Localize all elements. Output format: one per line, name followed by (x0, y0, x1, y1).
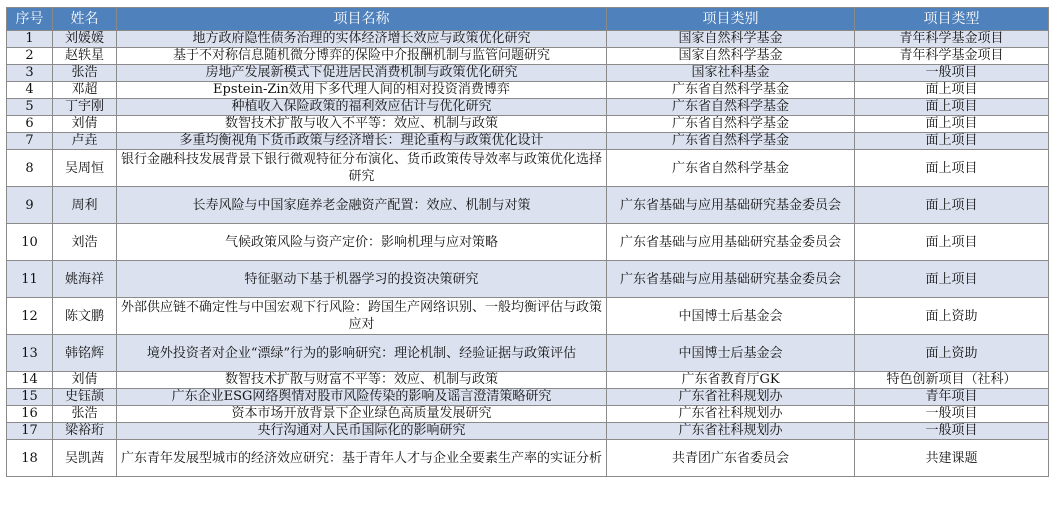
cell-project-title: 长寿风险与中国家庭养老金融资产配置：效应、机制与对策 (117, 187, 607, 224)
project-table (6, 7, 1049, 477)
table-row (7, 187, 1049, 224)
table-row (7, 261, 1049, 298)
cell-project-title: 气候政策风险与资产定价：影响机理与应对策略 (117, 224, 607, 261)
cell-no: 10 (7, 224, 53, 261)
cell-project-category: 广东省社科规划办 (607, 389, 855, 406)
cell-no: 4 (7, 82, 53, 99)
cell-no: 17 (7, 423, 53, 440)
cell-project-type: 一般项目 (855, 406, 1049, 423)
cell-project-category: 国家自然科学基金 (607, 31, 855, 48)
cell-project-category: 广东省社科规划办 (607, 406, 855, 423)
cell-project-title: 种植收入保险政策的福利效应估计与优化研究 (117, 99, 607, 116)
cell-no: 18 (7, 440, 53, 477)
cell-project-title: 数智技术扩散与财富不平等：效应、机制与政策 (117, 372, 607, 389)
cell-no: 1 (7, 31, 53, 48)
cell-name: 丁宇刚 (53, 99, 117, 116)
cell-project-category: 国家自然科学基金 (607, 48, 855, 65)
header-no: 序号 (7, 8, 53, 31)
cell-project-title: 地方政府隐性债务治理的实体经济增长效应与政策优化研究 (117, 31, 607, 48)
cell-project-type: 青年项目 (855, 389, 1049, 406)
cell-project-category: 中国博士后基金会 (607, 335, 855, 372)
cell-name: 史钰颉 (53, 389, 117, 406)
cell-project-type: 面上项目 (855, 187, 1049, 224)
cell-project-type: 青年科学基金项目 (855, 48, 1049, 65)
table-row (7, 406, 1049, 423)
cell-project-type: 青年科学基金项目 (855, 31, 1049, 48)
cell-project-category: 国家社科基金 (607, 65, 855, 82)
table-row (7, 65, 1049, 82)
cell-project-title: 境外投资者对企业“漂绿”行为的影响研究：理论机制、经验证据与政策评估 (117, 335, 607, 372)
cell-project-title: 特征驱动下基于机器学习的投资决策研究 (117, 261, 607, 298)
cell-project-type: 共建课题 (855, 440, 1049, 477)
cell-project-category: 广东省自然科学基金 (607, 116, 855, 133)
cell-project-type: 面上项目 (855, 261, 1049, 298)
table-row (7, 99, 1049, 116)
table-row (7, 423, 1049, 440)
cell-no: 12 (7, 298, 53, 335)
cell-project-category: 广东省基础与应用基础研究基金委员会 (607, 187, 855, 224)
table-row (7, 31, 1049, 48)
header-name: 姓名 (53, 8, 117, 31)
cell-project-type: 面上资助 (855, 335, 1049, 372)
cell-name: 刘倩 (53, 116, 117, 133)
table-row (7, 133, 1049, 150)
cell-name: 刘浩 (53, 224, 117, 261)
cell-no: 13 (7, 335, 53, 372)
table-row (7, 82, 1049, 99)
cell-project-type: 特色创新项目（社科） (855, 372, 1049, 389)
cell-project-type: 面上项目 (855, 82, 1049, 99)
cell-project-type: 一般项目 (855, 423, 1049, 440)
cell-name: 张浩 (53, 65, 117, 82)
project-table-container (6, 7, 1048, 477)
cell-project-title: 广东青年发展型城市的经济效应研究：基于青年人才与企业全要素生产率的实证分析 (117, 440, 607, 477)
cell-project-type: 面上资助 (855, 298, 1049, 335)
cell-name: 卢垚 (53, 133, 117, 150)
cell-project-category: 广东省基础与应用基础研究基金委员会 (607, 261, 855, 298)
table-row (7, 372, 1049, 389)
table-header-row (7, 8, 1049, 31)
cell-project-type: 面上项目 (855, 150, 1049, 187)
cell-name: 赵轶星 (53, 48, 117, 65)
cell-name: 张浩 (53, 406, 117, 423)
cell-project-category: 广东省自然科学基金 (607, 99, 855, 116)
cell-name: 陈文鹏 (53, 298, 117, 335)
cell-project-title: 基于不对称信息随机微分博弈的保险中介报酬机制与监管问题研究 (117, 48, 607, 65)
cell-name: 吴周恒 (53, 150, 117, 187)
header-project-category: 项目类别 (607, 8, 855, 31)
cell-name: 刘媛媛 (53, 31, 117, 48)
cell-name: 韩铭辉 (53, 335, 117, 372)
cell-name: 梁裕珩 (53, 423, 117, 440)
cell-no: 14 (7, 372, 53, 389)
cell-project-title: 央行沟通对人民币国际化的影响研究 (117, 423, 607, 440)
cell-name: 邓超 (53, 82, 117, 99)
cell-project-category: 广东省自然科学基金 (607, 150, 855, 187)
cell-no: 6 (7, 116, 53, 133)
cell-name: 姚海祥 (53, 261, 117, 298)
cell-no: 5 (7, 99, 53, 116)
header-project-title: 项目名称 (117, 8, 607, 31)
table-body (7, 31, 1049, 477)
cell-project-type: 面上项目 (855, 116, 1049, 133)
cell-project-type: 面上项目 (855, 99, 1049, 116)
cell-project-category: 中国博士后基金会 (607, 298, 855, 335)
table-row (7, 335, 1049, 372)
table-row (7, 298, 1049, 335)
cell-no: 2 (7, 48, 53, 65)
cell-project-title: Epstein-Zin效用下多代理人间的相对投资消费博弈 (117, 82, 607, 99)
table-row (7, 150, 1049, 187)
table-row (7, 116, 1049, 133)
cell-project-title: 数智技术扩散与收入不平等：效应、机制与政策 (117, 116, 607, 133)
cell-no: 11 (7, 261, 53, 298)
table-row (7, 389, 1049, 406)
cell-project-category: 广东省自然科学基金 (607, 82, 855, 99)
cell-no: 15 (7, 389, 53, 406)
cell-name: 周利 (53, 187, 117, 224)
cell-project-title: 资本市场开放背景下企业绿色高质量发展研究 (117, 406, 607, 423)
cell-no: 9 (7, 187, 53, 224)
cell-project-category: 广东省自然科学基金 (607, 133, 855, 150)
cell-project-category: 广东省基础与应用基础研究基金委员会 (607, 224, 855, 261)
cell-no: 3 (7, 65, 53, 82)
cell-project-title: 银行金融科技发展背景下银行微观特征分布演化、货币政策传导效率与政策优化选择研究 (117, 150, 607, 187)
cell-project-title: 多重均衡视角下货币政策与经济增长：理论重构与政策优化设计 (117, 133, 607, 150)
header-project-type: 项目类型 (855, 8, 1049, 31)
cell-project-type: 面上项目 (855, 224, 1049, 261)
cell-no: 8 (7, 150, 53, 187)
cell-name: 吴凯茜 (53, 440, 117, 477)
cell-no: 16 (7, 406, 53, 423)
cell-no: 7 (7, 133, 53, 150)
cell-project-category: 广东省社科规划办 (607, 423, 855, 440)
cell-project-type: 一般项目 (855, 65, 1049, 82)
table-row (7, 440, 1049, 477)
table-row (7, 224, 1049, 261)
table-row (7, 48, 1049, 65)
cell-project-title: 广东企业ESG网络舆情对股市风险传染的影响及谣言澄清策略研究 (117, 389, 607, 406)
cell-project-title: 外部供应链不确定性与中国宏观下行风险：跨国生产网络识别、一般均衡评估与政策应对 (117, 298, 607, 335)
cell-project-category: 广东省教育厅GK (607, 372, 855, 389)
cell-name: 刘倩 (53, 372, 117, 389)
cell-project-title: 房地产发展新模式下促进居民消费机制与政策优化研究 (117, 65, 607, 82)
cell-project-type: 面上项目 (855, 133, 1049, 150)
cell-project-category: 共青团广东省委员会 (607, 440, 855, 477)
